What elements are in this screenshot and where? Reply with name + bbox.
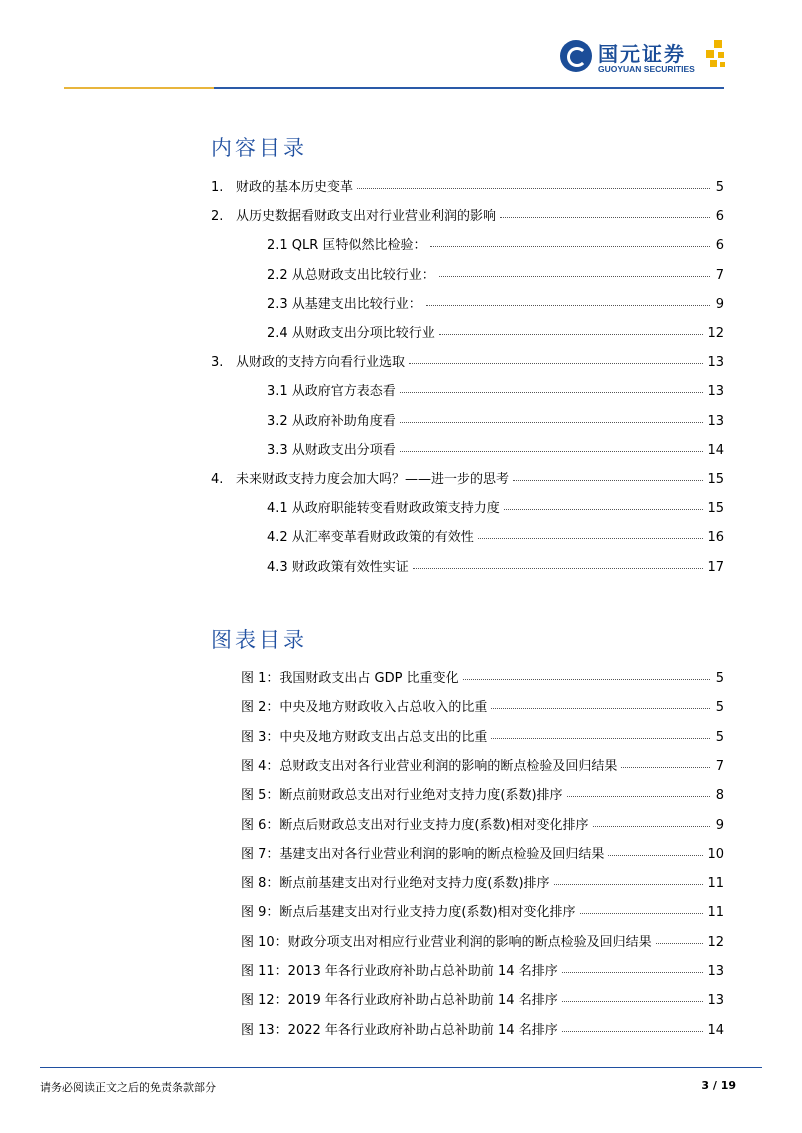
dot-leader xyxy=(409,353,703,364)
contents-entry-page: 14 xyxy=(707,442,724,458)
figure-entry[interactable] xyxy=(241,814,724,834)
figure-entry[interactable] xyxy=(241,726,724,746)
contents-entry-page: 16 xyxy=(707,530,724,546)
contents-entry-page: 15 xyxy=(707,501,724,517)
contents-entry-text: 3.2 从政府补助角度看 xyxy=(267,413,396,429)
dot-leader xyxy=(430,236,710,247)
contents-entry-text: 4.1 从政府职能转变看财政政策支持力度 xyxy=(267,501,500,517)
contents-entry-page: 6 xyxy=(715,238,724,254)
figure-entry[interactable] xyxy=(241,901,724,921)
brand-name-cn: 国元证券 xyxy=(598,42,686,66)
contents-entry[interactable] xyxy=(267,526,724,546)
dot-leader xyxy=(562,962,704,973)
dot-leader xyxy=(504,499,704,510)
contents-entry-page: 12 xyxy=(707,326,724,341)
dot-leader xyxy=(400,441,704,452)
dot-leader xyxy=(491,698,710,709)
dot-leader xyxy=(513,470,703,481)
figure-entry-text: 图 9：断点后基建支出对行业支持力度(系数)相对变化排序 xyxy=(241,905,576,921)
contents-entry-page: 17 xyxy=(707,559,724,575)
figure-entry[interactable] xyxy=(241,667,724,687)
footer-page-number: 3 / 19 xyxy=(701,1079,736,1092)
brand-name-en: GUOYUAN SECURITIES xyxy=(598,64,695,74)
figure-entry-page: 13 xyxy=(707,993,724,1009)
contents-entry-text: 2.1 QLR 匡特似然比检验： xyxy=(267,238,427,254)
figure-entry-page: 8 xyxy=(715,788,724,804)
contents-entry-page: 13 xyxy=(707,355,724,371)
figure-entry-page: 5 xyxy=(715,700,724,716)
contents-entry[interactable] xyxy=(267,293,724,313)
dot-leader xyxy=(656,933,704,944)
contents-entry-page: 15 xyxy=(707,472,724,487)
contents-entry[interactable] xyxy=(267,439,724,459)
figure-entry-text: 图 12：2019 年各行业政府补助占总补助前 14 名排序 xyxy=(241,993,558,1009)
figure-entry-page: 7 xyxy=(715,758,724,774)
figure-entry-text: 图 4：总财政支出对各行业营业利润的影响的断点检验及回归结果 xyxy=(241,758,618,774)
figure-entry-page: 13 xyxy=(707,964,724,979)
footer-divider xyxy=(40,1067,762,1068)
contents-entry-text: 财政的基本历史变革 xyxy=(236,180,354,195)
contents-entry-text: 从历史数据看财政支出对行业营业利润的影响 xyxy=(236,209,497,225)
contents-entry-text: 未来财政支持力度会加大吗？——进一步的思考 xyxy=(236,472,510,487)
contents-entry-text: 3.3 从财政支出分项看 xyxy=(267,442,396,458)
contents-entry-number: 3. xyxy=(211,355,224,371)
dot-leader xyxy=(463,669,710,680)
contents-entry-page: 5 xyxy=(715,180,724,195)
figure-entry[interactable] xyxy=(241,960,724,980)
contents-entry[interactable] xyxy=(211,351,724,371)
figure-entry[interactable] xyxy=(241,872,724,892)
dot-leader xyxy=(621,757,710,768)
contents-entry[interactable] xyxy=(267,497,724,517)
dot-leader xyxy=(554,874,704,885)
figure-entry-text: 图 5：断点前财政总支出对行业绝对支持力度(系数)排序 xyxy=(241,788,563,804)
contents-entry-number: 4. xyxy=(211,472,224,487)
figure-entry-page: 9 xyxy=(715,817,724,833)
figure-entry-text: 图 3：中央及地方财政支出占总支出的比重 xyxy=(241,729,488,745)
contents-entry-page: 13 xyxy=(707,384,724,400)
figure-entry-text: 图 13：2022 年各行业政府补助占总补助前 14 名排序 xyxy=(241,1022,558,1038)
figure-entry[interactable] xyxy=(241,755,724,775)
figure-entry[interactable] xyxy=(241,989,724,1009)
contents-entry-text: 从财政的支持方向看行业选取 xyxy=(236,355,406,371)
figure-entry-page: 11 xyxy=(707,876,724,892)
figure-entry-page: 11 xyxy=(707,905,724,921)
contents-entry-number: 1. xyxy=(211,180,224,195)
footer-disclaimer: 请务必阅读正文之后的免责条款部分 xyxy=(40,1081,216,1094)
dot-leader xyxy=(562,1021,704,1032)
dot-leader xyxy=(413,558,704,569)
contents-entry-text: 4.3 财政政策有效性实证 xyxy=(267,559,409,575)
figure-entry-text: 图 11：2013 年各行业政府补助占总补助前 14 名排序 xyxy=(241,964,558,979)
contents-entry[interactable] xyxy=(267,322,724,342)
dot-leader xyxy=(567,786,710,797)
contents-entry[interactable] xyxy=(267,234,724,254)
brand-logo xyxy=(560,38,730,80)
dot-leader xyxy=(593,816,710,827)
contents-entry-page: 13 xyxy=(707,413,724,429)
dot-leader xyxy=(357,178,710,189)
figure-entry-page: 10 xyxy=(707,846,724,862)
dot-leader xyxy=(426,295,710,306)
dot-leader xyxy=(439,266,710,277)
figure-entry[interactable] xyxy=(241,931,724,951)
contents-title: 内容目录 xyxy=(211,136,307,160)
figures-title: 图表目录 xyxy=(211,628,307,652)
contents-entry[interactable] xyxy=(267,380,724,400)
figure-entry-text: 图 8：断点前基建支出对行业绝对支持力度(系数)排序 xyxy=(241,876,550,892)
contents-entry-page: 6 xyxy=(715,209,724,225)
figure-entry-page: 12 xyxy=(707,934,724,950)
contents-entry-text: 2.2 从总财政支出比较行业： xyxy=(267,267,435,283)
dot-leader xyxy=(500,207,710,218)
header-divider-blue xyxy=(214,87,724,89)
contents-entry-text: 3.1 从政府官方表态看 xyxy=(267,384,396,400)
contents-entry[interactable] xyxy=(267,264,724,284)
figure-entry-text: 图 6：断点后财政总支出对行业支持力度(系数)相对变化排序 xyxy=(241,817,589,833)
contents-entry-text: 2.3 从基建支出比较行业： xyxy=(267,296,422,312)
figure-entry-page: 5 xyxy=(715,671,724,686)
logo-emblem-icon xyxy=(560,40,592,72)
dot-leader xyxy=(580,903,704,914)
logo-squares-icon xyxy=(704,40,728,72)
header-divider-gold xyxy=(64,87,214,89)
figure-entry[interactable] xyxy=(241,1019,724,1039)
dot-leader xyxy=(478,528,704,539)
contents-entry[interactable] xyxy=(211,468,724,488)
figure-entry-page: 5 xyxy=(715,729,724,745)
figure-entry-page: 14 xyxy=(707,1022,724,1038)
contents-entry[interactable] xyxy=(211,205,724,225)
dot-leader xyxy=(491,728,710,739)
dot-leader xyxy=(400,382,704,393)
figure-entry-text: 图 2：中央及地方财政收入占总收入的比重 xyxy=(241,700,488,716)
dot-leader xyxy=(562,991,704,1002)
dot-leader xyxy=(608,845,703,856)
figure-entry[interactable] xyxy=(241,696,724,716)
figure-entry[interactable] xyxy=(241,843,724,863)
contents-entry-text: 2.4 从财政支出分项比较行业 xyxy=(267,326,435,341)
contents-entry[interactable] xyxy=(267,556,724,576)
dot-leader xyxy=(439,324,704,335)
contents-entry-number: 2. xyxy=(211,209,224,225)
figure-entry-text: 图 7：基建支出对各行业营业利润的影响的断点检验及回归结果 xyxy=(241,846,605,862)
contents-entry[interactable] xyxy=(267,410,724,430)
contents-entry-page: 9 xyxy=(715,296,724,312)
dot-leader xyxy=(400,412,704,423)
figure-entry-text: 图 1：我国财政支出占 GDP 比重变化 xyxy=(241,671,459,686)
figure-entry-text: 图 10：财政分项支出对相应行业营业利润的影响的断点检验及回归结果 xyxy=(241,934,652,950)
contents-entry[interactable] xyxy=(211,176,724,196)
contents-entry-page: 7 xyxy=(715,267,724,283)
figure-entry[interactable] xyxy=(241,784,724,804)
contents-entry-text: 4.2 从汇率变革看财政政策的有效性 xyxy=(267,530,474,546)
